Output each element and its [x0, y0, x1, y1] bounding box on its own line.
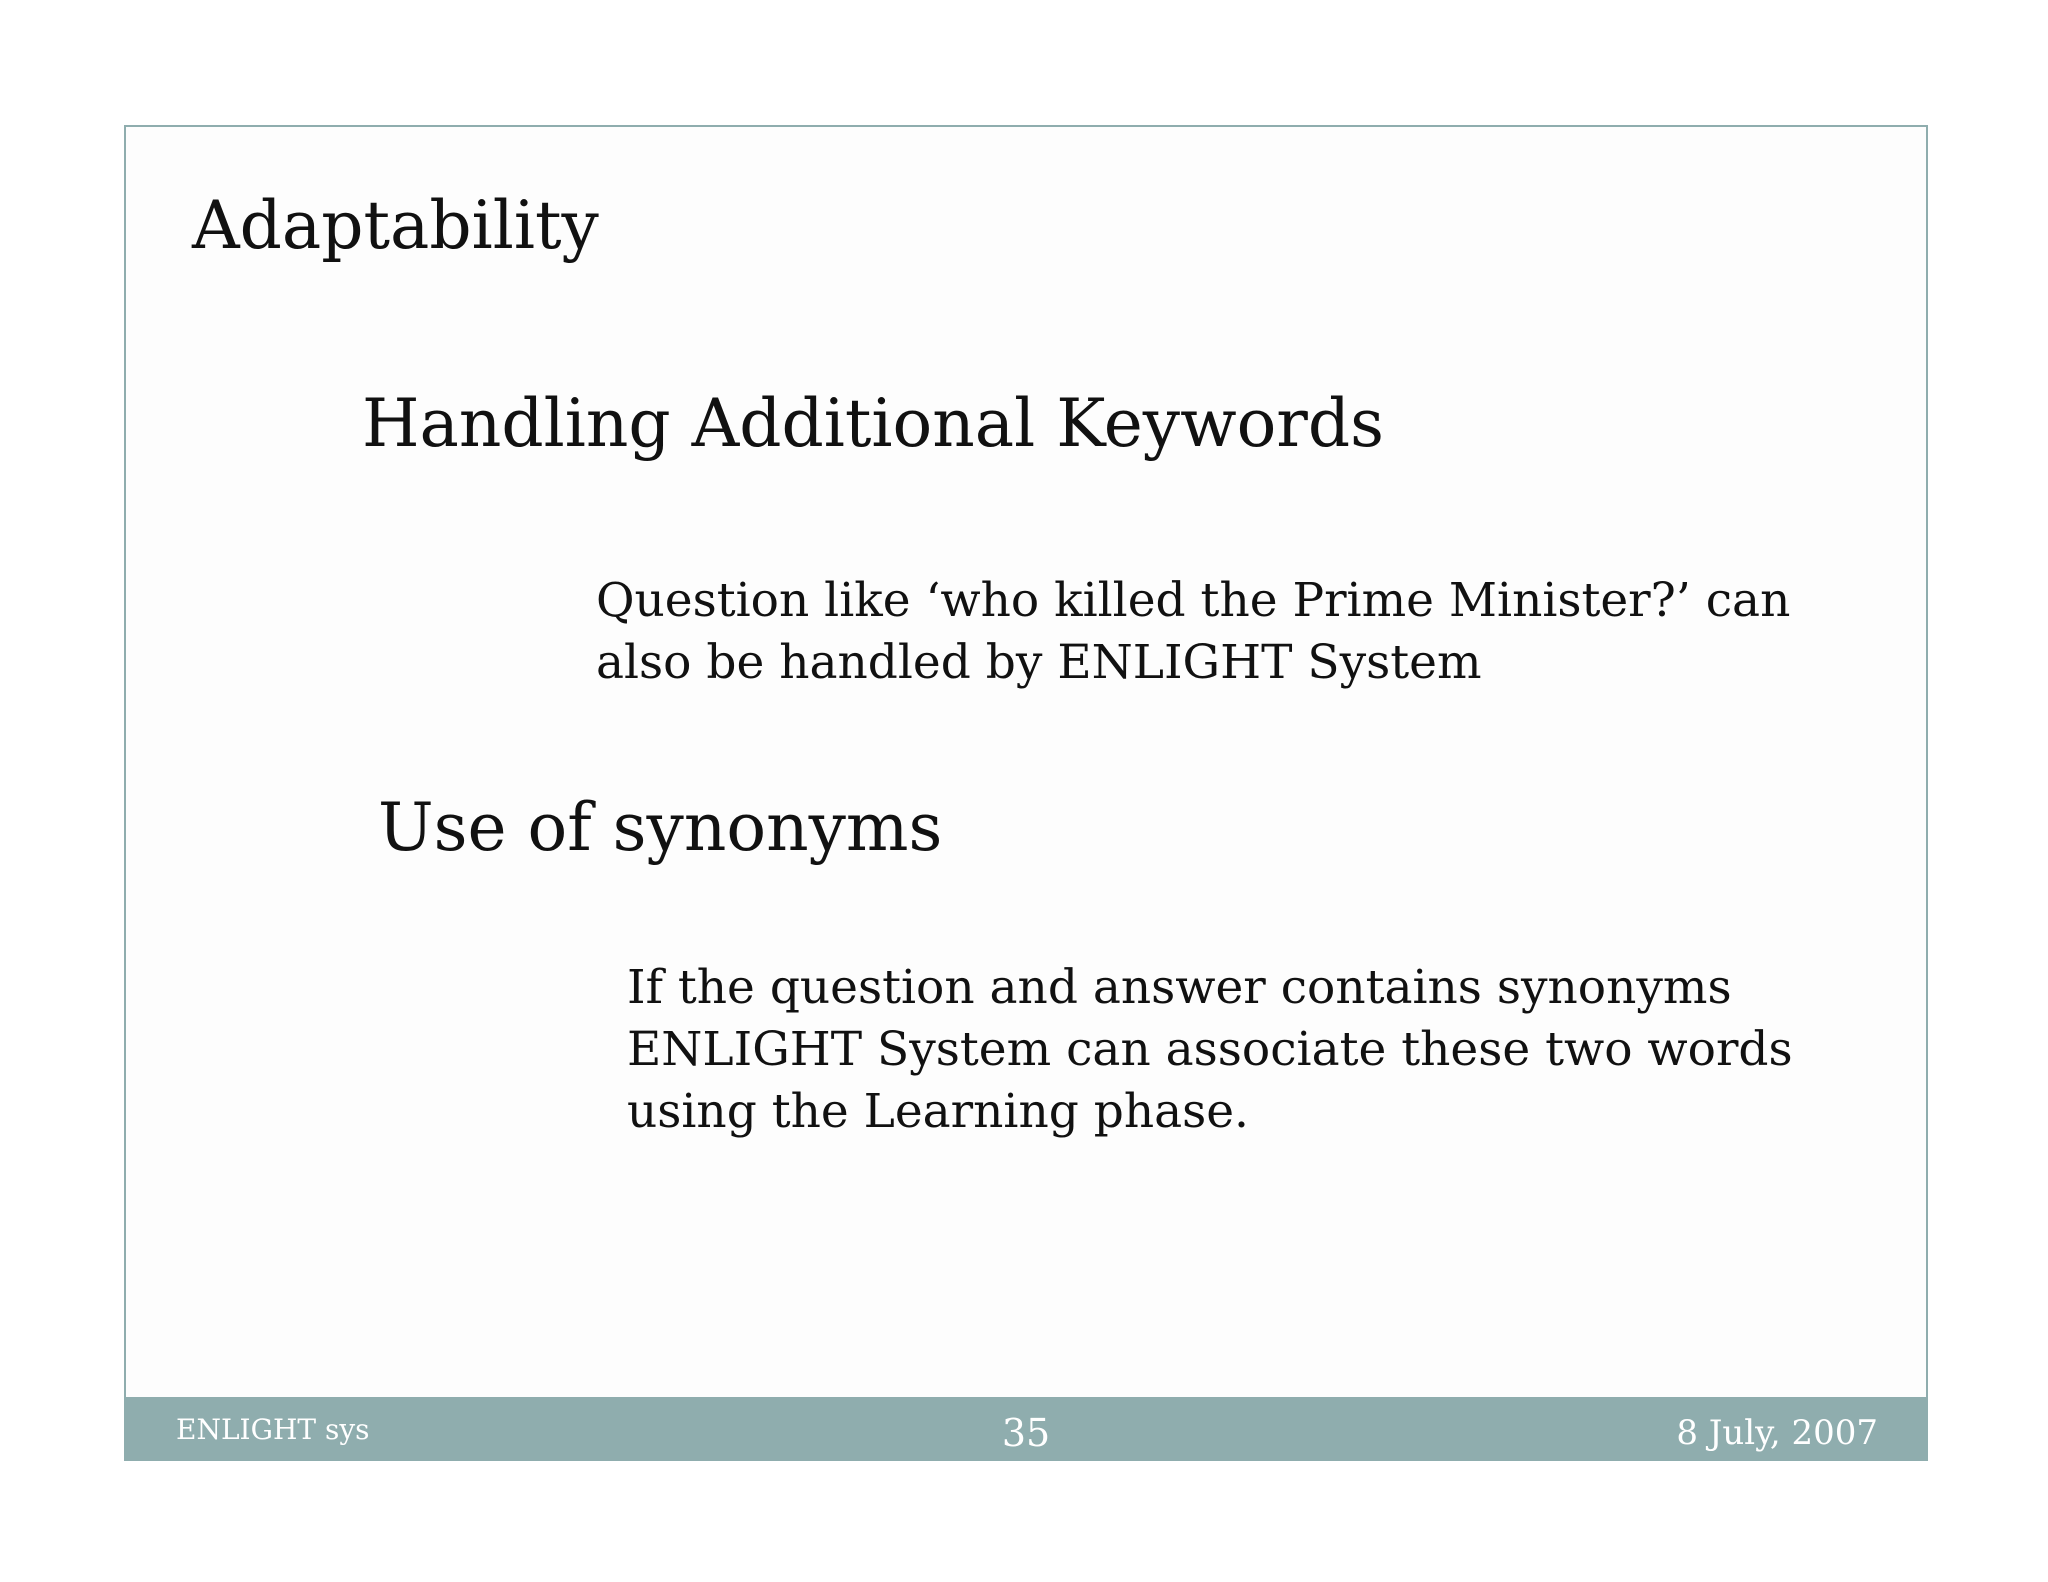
slide-title: Adaptability	[192, 187, 599, 264]
body-line: ENLIGHT System can associate these two words	[627, 1022, 1793, 1077]
section-body-synonyms	[627, 957, 1793, 1143]
body-line: also be handled by ENLIGHT System	[596, 635, 1482, 690]
footer-presentation-name: ENLIGHT sys	[176, 1413, 370, 1446]
body-line: If the question and answer contains synonyms	[627, 960, 1732, 1015]
slide	[124, 125, 1928, 1461]
section-heading-synonyms: Use of synonyms	[378, 789, 943, 866]
section-body-additional-keywords	[596, 570, 1790, 694]
body-line: Question like ‘who killed the Prime Minister?’ can	[596, 573, 1791, 628]
body-line: using the Learning phase.	[627, 1084, 1249, 1139]
section-heading-additional-keywords: Handling Additional Keywords	[362, 385, 1384, 462]
footer-date: 8 July, 2007	[1676, 1413, 1878, 1453]
slide-number: 35	[1001, 1411, 1051, 1455]
footer-bar	[126, 1397, 1926, 1459]
